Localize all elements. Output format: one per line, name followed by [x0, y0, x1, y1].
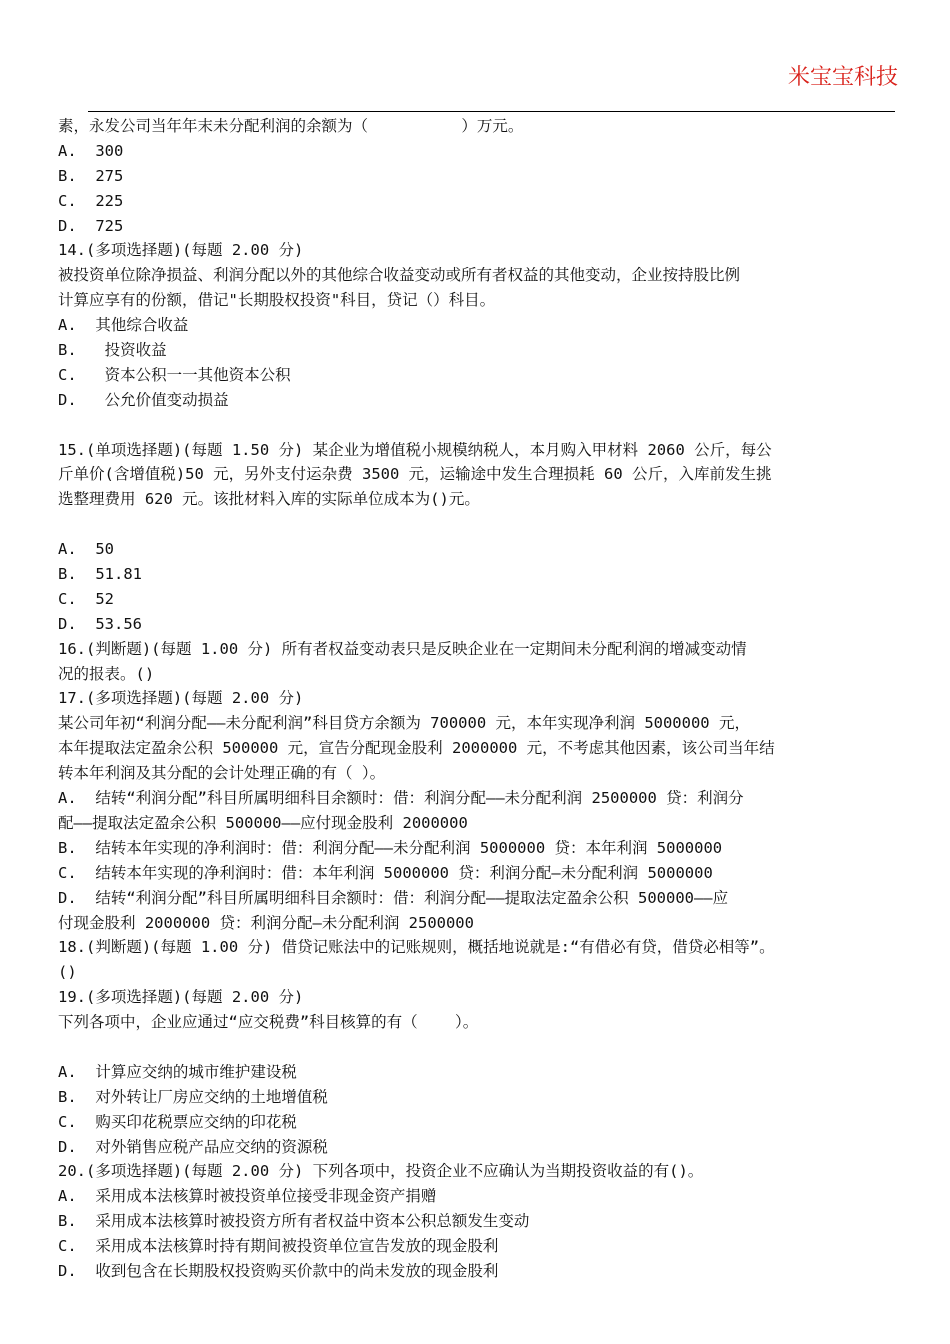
option-d: D. 对外销售应税产品应交纳的资源税 [58, 1137, 328, 1156]
question-14 [58, 238, 908, 412]
question-stem-line: 斤单价(含增值税)50 元，另外支付运杂费 3500 元，运输途中发生合理损耗 60 公斤，入库前发生挑 [58, 465, 772, 484]
question-stem-line: 选整理费用 620 元。该批材料入库的实际单位成本为()元。 [58, 490, 480, 509]
brand-logo-text: 米宝宝科技 [787, 65, 898, 90]
option-d: D. 收到包含在长期股权投资购买价款中的尚未发放的现金股利 [58, 1261, 499, 1280]
spacer [58, 512, 908, 537]
question-header: 17.(多项选择题)(每题 2.00 分) [58, 689, 304, 708]
option-d: D. 725 [58, 216, 124, 235]
option-c: C. 采用成本法核算时持有期间被投资单位宣告发放的现金股利 [58, 1237, 499, 1256]
question-stem-line: 计算应享有的份额，借记"长期股权投资"科目，贷记（）科目。 [58, 291, 496, 310]
question-16 [58, 637, 908, 687]
option-a-continued: 配——提取法定盈余公积 500000——应付现金股利 2000000 [58, 813, 468, 832]
option-b: B. 采用成本法核算时被投资方所有者权益中资本公积总额发生变动 [58, 1212, 530, 1231]
option-a: A. 其他综合收益 [58, 316, 189, 335]
question-stem-line: 某公司年初“利润分配——未分配利润”科目贷方余额为 700000 元，本年实现净利润 5000000 元， [58, 714, 750, 733]
option-c: C. 资本公积一一其他资本公积 [58, 365, 291, 384]
question-stem-line: 20.(多项选择题)(每题 2.00 分) 下列各项中，投资企业不应确认为当期投资收益的有()。 [58, 1162, 704, 1181]
question-header: 19.(多项选择题)(每题 2.00 分) [58, 988, 304, 1007]
question-stem-line: 况的报表。() [58, 664, 155, 683]
question-stem-line: 被投资单位除净损益、利润分配以外的其他综合收益变动或所有者权益的其他变动，企业按持股比例 [58, 266, 741, 285]
question-19 [58, 985, 908, 1159]
question-stem-line: 本年提取法定盈余公积 500000 元，宣告分配现金股利 2000000 元，不考虑其他因素，该公司当年结 [58, 739, 775, 758]
option-b: B. 投资收益 [58, 341, 167, 360]
document-body [58, 114, 908, 1284]
question-header: 14.(多项选择题)(每题 2.00 分) [58, 241, 304, 260]
question-stem-line: 下列各项中，企业应通过“应交税费”科目核算的有（ ）。 [58, 1013, 479, 1032]
question-18 [58, 935, 908, 985]
option-c: C. 购买印花税票应交纳的印花税 [58, 1112, 297, 1131]
question-stem-line: 转本年利润及其分配的会计处理正确的有（ ）。 [58, 764, 386, 783]
option-d: D. 结转“利润分配”科目所属明细科目余额时：借：利润分配——提取法定盈余公积 500000——应 [58, 888, 729, 907]
question-stem-line: 18.(判断题)(每题 1.00 分) 借贷记账法中的记账规则，概括地说就是:“有借必有贷，借贷必相等”。 [58, 938, 775, 957]
question-17 [58, 686, 908, 935]
question-stem-line: 15.(单项选择题)(每题 1.50 分) 某企业为增值税小规模纳税人，本月购入甲材料 2060 公斤，每公 [58, 440, 772, 459]
option-c: C. 52 [58, 589, 114, 608]
question-stem-line: 16.(判断题)(每题 1.00 分) 所有者权益变动表只是反映企业在一定期间未分配利润的增减变动情 [58, 639, 747, 658]
spacer [58, 1035, 908, 1060]
option-d: D. 公允价值变动损益 [58, 390, 229, 409]
option-c: C. 225 [58, 191, 124, 210]
option-a: A. 计算应交纳的城市维护建设税 [58, 1062, 297, 1081]
option-d: D. 53.56 [58, 614, 142, 633]
question-15 [58, 438, 908, 637]
option-a: A. 300 [58, 141, 124, 160]
option-b: B. 对外转让厂房应交纳的土地增值税 [58, 1087, 328, 1106]
spacer [58, 413, 908, 438]
option-c: C. 结转本年实现的净利润时：借：本年利润 5000000 贷：利润分配—未分配利润 5000000 [58, 863, 713, 882]
option-b: B. 结转本年实现的净利润时：借：利润分配——未分配利润 5000000 贷：本年利润 5000000 [58, 838, 723, 857]
option-d-continued: 付现金股利 2000000 贷：利润分配—未分配利润 2500000 [58, 913, 474, 932]
question-stem-line: 素，永发公司当年年末未分配利润的余额为（ ）万元。 [58, 117, 524, 135]
option-a: A. 50 [58, 540, 114, 559]
option-a: A. 采用成本法核算时被投资单位接受非现金资产捐赠 [58, 1187, 437, 1206]
option-b: B. 275 [58, 166, 124, 185]
header-divider [88, 111, 895, 112]
option-b: B. 51.81 [58, 565, 142, 584]
question-stem-line: () [58, 963, 77, 982]
question-20 [58, 1159, 908, 1283]
option-a: A. 结转“利润分配”科目所属明细科目余额时：借：利润分配——未分配利润 2500000 贷：利润分 [58, 789, 744, 808]
question-13-continued [58, 114, 908, 238]
